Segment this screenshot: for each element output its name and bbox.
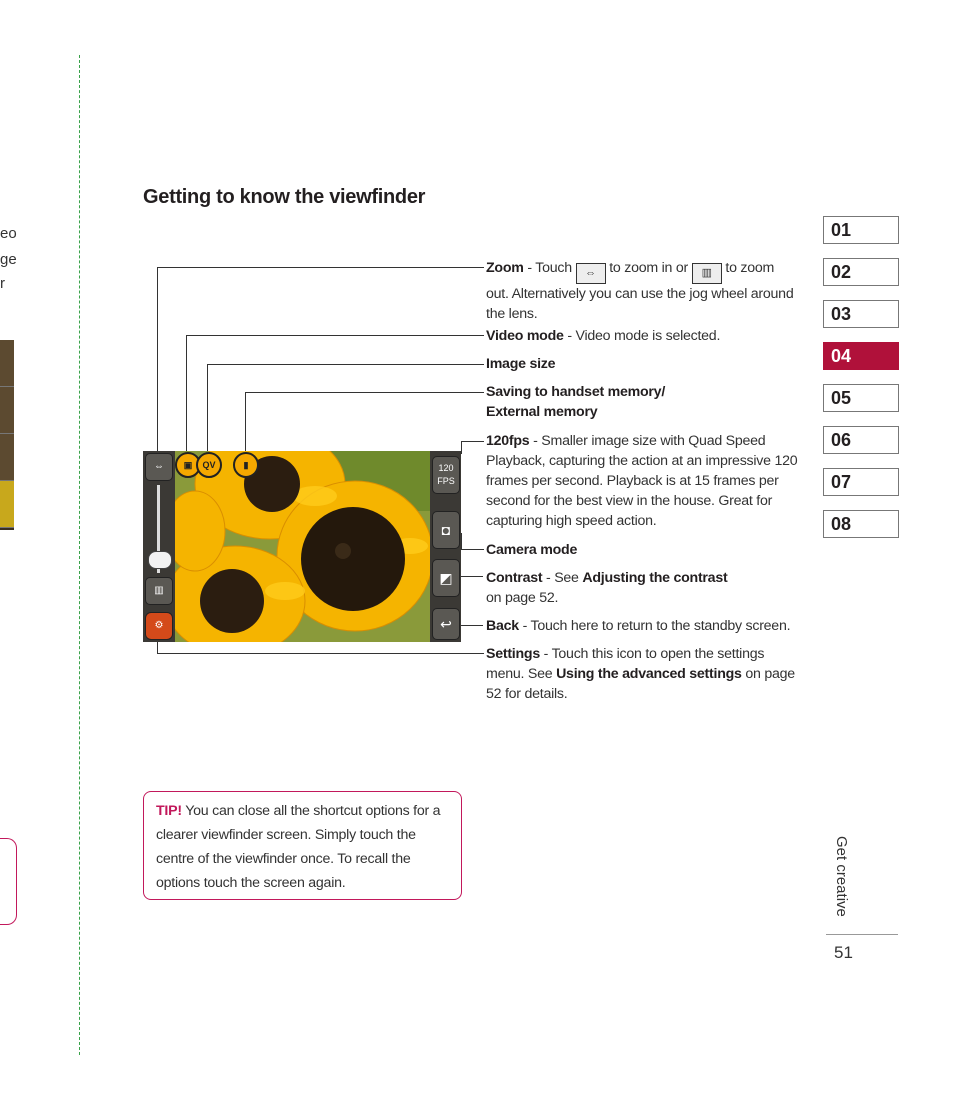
leader-memory (245, 392, 484, 456)
chapter-tab-08[interactable]: 08 (823, 510, 899, 538)
zoom-icon[interactable]: ⇔ (145, 453, 173, 481)
fragment-line: ge (0, 251, 17, 268)
section-label: Get creative (833, 836, 850, 917)
zoom-in-icon: ⇔ (576, 263, 606, 284)
sunflowers-image (175, 451, 430, 642)
tip-label: TIP! (156, 803, 182, 819)
leader-contrast (461, 576, 483, 577)
contrast-icon[interactable]: ◩ (432, 559, 460, 597)
fragment-line: eo (0, 225, 17, 242)
fragment-tip-box (0, 838, 17, 925)
chapter-tab-06[interactable]: 06 (823, 426, 899, 454)
chapter-tab-03[interactable]: 03 (823, 300, 899, 328)
video-mode-icon: ▣ (175, 452, 201, 478)
back-icon[interactable]: ↩ (432, 608, 460, 640)
annotation-video-mode: Video mode - Video mode is selected. (486, 328, 721, 344)
zoom-out-icon[interactable]: ▥ (145, 577, 173, 605)
fps-icon[interactable]: 120 FPS (432, 456, 460, 494)
chapter-tabs (823, 216, 899, 552)
annotation-120fps: 120fps - Smaller image size with Quad Speed Playback, capturing the action at an impressive 120 frames per second. Playback is at 15 frames per second for the best view in the house. Great for capturing high speed action. (486, 433, 798, 529)
chapter-tab-05[interactable]: 05 (823, 384, 899, 412)
viewfinder-photo (175, 451, 430, 642)
annotation-contrast: Contrast - See Adjusting the contrast on page 52. (486, 570, 728, 606)
image-size-icon: QV (196, 452, 222, 478)
leader-camera-mode (461, 533, 484, 550)
zoom-slider-handle[interactable] (148, 551, 172, 569)
leader-settings (157, 640, 484, 654)
cut-line (79, 55, 80, 1055)
page-number-rule (826, 934, 898, 935)
chapter-tab-04[interactable]: 04 (823, 342, 899, 370)
chapter-tab-07[interactable]: 07 (823, 468, 899, 496)
chapter-tab-01[interactable]: 01 (823, 216, 899, 244)
leader-back (461, 625, 483, 626)
leader-fps (461, 441, 484, 454)
page-number: 51 (834, 943, 853, 962)
chapter-tab-02[interactable]: 02 (823, 258, 899, 286)
page-title: Getting to know the viewfinder (143, 186, 426, 208)
annotation-camera-mode: Camera mode (486, 542, 578, 558)
annotation-back: Back - Touch here to return to the standby screen. (486, 618, 791, 634)
fragment-line: r (0, 275, 5, 292)
annotation-image-size: Image size (486, 356, 556, 372)
fragment-image (0, 340, 14, 530)
zoom-out-icon: ▥ (692, 263, 722, 284)
annotation-settings: Settings - Touch this icon to open the settings menu. See Using the advanced settings on page 52 for details. (486, 646, 795, 702)
memory-icon: ▮ (233, 452, 259, 478)
tip-text: TIP! You can close all the shortcut options for a clearer viewfinder screen. Simply touch the centre of the viewfinder once. To recall the options touch the screen again. (156, 803, 441, 891)
camera-mode-icon[interactable]: ◘ (432, 511, 460, 549)
annotation-saving: Saving to handset memory/ External memory (486, 384, 666, 420)
settings-icon[interactable]: ⚙ (145, 612, 173, 640)
annotation-zoom: Zoom - Touch ⇔ to zoom in or ▥ to zoom out. Alternatively you can use the jog wheel around the lens. (486, 260, 794, 322)
